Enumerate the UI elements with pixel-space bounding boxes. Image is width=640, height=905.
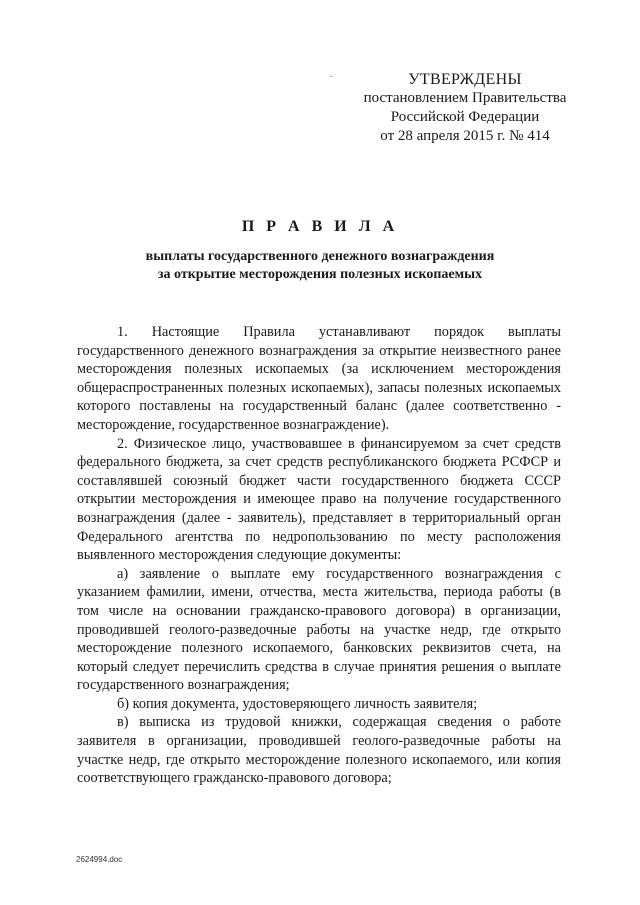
paragraph-2: 2. Физическое лицо, участвовавшее в финансируемом за счет средств федерального бюджета, за счет средств республиканского бюджета РСФСР и составлявшей союзный бюджет части государственного бюджета СССР открытии месторождения и имеющее право на получение государственного вознаграждения (далее - заявитель), представляет в территориальный орган Федерального агентства по недропользованию по месту расположения выявленного месторождения следующие документы:: [77, 435, 561, 564]
scan-artifact: [330, 76, 332, 77]
document-subtitle-line-2: за открытие месторождения полезных ископаемых: [157, 267, 483, 282]
document-subtitle-line-1: выплаты государственного денежного вознаграждения: [145, 249, 495, 264]
approval-stamp: [335, 70, 595, 146]
approval-heading: УТВЕРЖДЕНЫ: [408, 71, 522, 88]
paragraph-2b: б) копия документа, удостоверяющего личность заявителя;: [117, 695, 478, 712]
document-body: [77, 323, 561, 788]
paragraph-1: 1. Настоящие Правила устанавливают порядок выплаты государственного денежного вознаграждения за открытие неизвестного ранее месторождения полезных ископаемых (за исключением месторождения общераспространенных полезных ископаемых), запасы полезных ископаемых которого поставлены на государственный баланс (далее соответственно - месторождение, государственное вознаграждение).: [77, 324, 561, 433]
approval-line-3: от 28 апреля 2015 г. № 414: [380, 128, 550, 144]
document-title: П Р А В И Л А: [241, 218, 399, 235]
document-title-block: [60, 216, 580, 284]
paragraph-2a: а) заявление о выплате ему государственного вознаграждения с указанием фамилии, имени, отчества, места жительства, периода работы (в том числе на основании гражданско-правового договора) в организации, проводившей геолого-разведочные работы на участке недр, где открыто месторождение полезного ископаемого, банковских реквизитов счета, на который следует перечислить средства в случае принятия решения о выплате государственного вознаграждения;: [77, 565, 561, 694]
paragraph-2c: в) выписка из трудовой книжки, содержащая сведения о работе заявителя в организации, проводившей геолого-разведочные работы на участке недр, где открыто месторождение полезного ископаемого, или копия соответствующего гражданско-правового договора;: [77, 714, 561, 787]
file-name-footer: 2624994.doc: [76, 855, 123, 864]
approval-line-1: постановлением Правительства: [363, 90, 567, 106]
approval-line-2: Российской Федерации: [390, 109, 540, 125]
